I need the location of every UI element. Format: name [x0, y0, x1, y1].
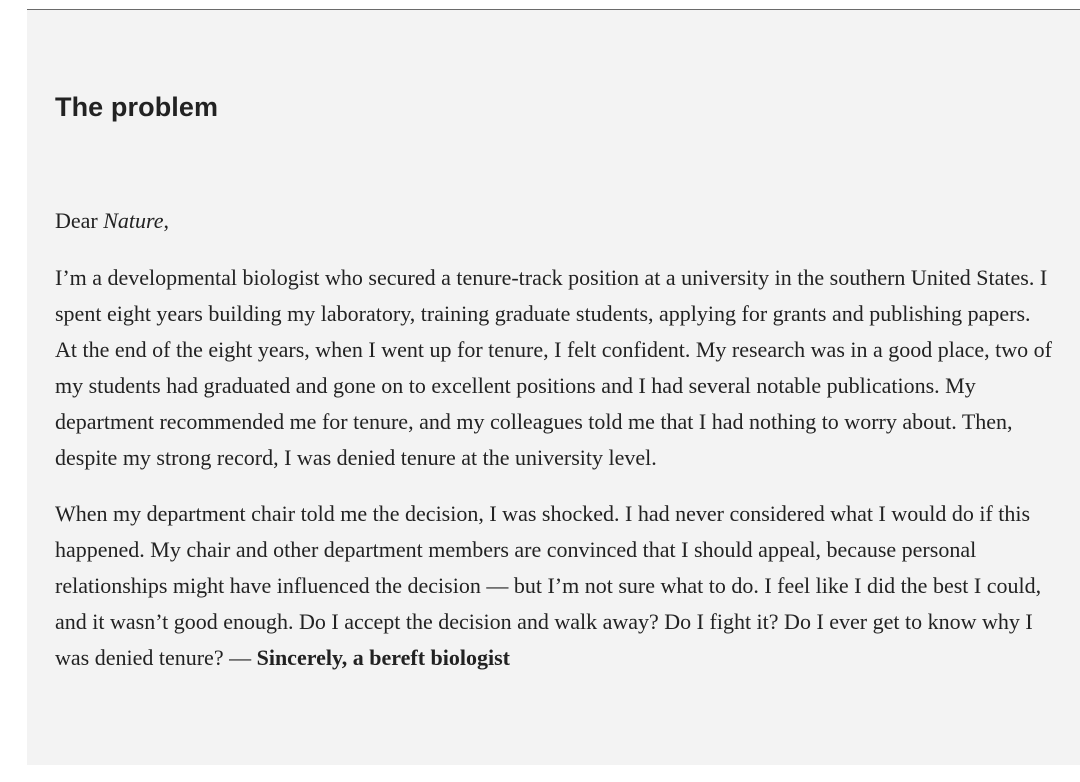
letter-body: [55, 203, 1055, 696]
letter-paragraph-2-text: When my department chair told me the decision, I was shocked. I had never considered what I would do if this happened. My chair and other department members are convinced that I should appeal, because personal relationships might have influenced the decision — but I’m not sure what to do. I feel like I did the best I could, and it wasn’t good enough. Do I accept the decision and walk away? Do I fight it? Do I ever get to know why I was denied tenure? —: [55, 501, 1042, 670]
letter-box: [27, 10, 1080, 765]
letter-paragraph-2: [55, 496, 1055, 676]
salutation-name: Nature: [103, 208, 164, 233]
salutation: [55, 203, 1055, 239]
section-heading: The problem: [55, 92, 219, 122]
salutation-prefix: Dear: [55, 208, 104, 233]
salutation-suffix: ,: [163, 208, 170, 233]
sign-off: Sincerely, a bereft biologist: [256, 645, 510, 670]
letter-paragraph-1: I’m a developmental biologist who secured a tenure-track position at a university in the southern United States. I spent eight years building my laboratory, training graduate students, applying for grants and publishing papers. At the end of the eight years, when I went up for tenure, I felt confident. My research was in a good place, two of my students had graduated and gone on to excellent positions and I had several notable publications. My department recommended me for tenure, and my colleagues told me that I had nothing to worry about. Then, despite my strong record, I was denied tenure at the university level.: [55, 265, 1052, 470]
